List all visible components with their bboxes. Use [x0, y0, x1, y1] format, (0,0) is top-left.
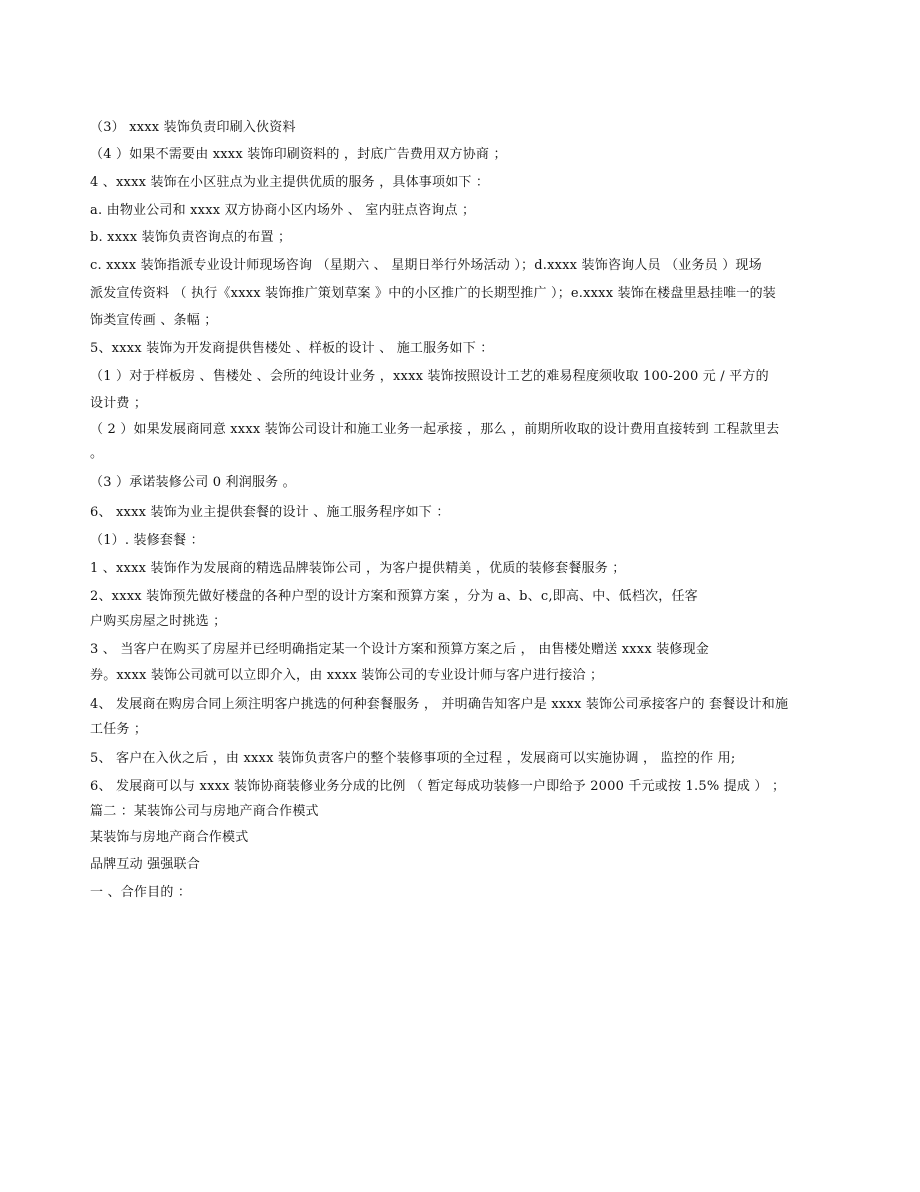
text-line: 6、 发展商可以与 xxxx 装饰协商装修业务分成的比例 （ 暂定每成功装修一户即给予 2000 千元或按 1.5% 提成 ） ；	[90, 779, 786, 794]
text-line: （ 2 ）如果发展商同意 xxxx 装饰公司设计和施工业务一起承接 ，那么 ，前期所收取的设计费用直接转到 工程款里去	[90, 422, 780, 437]
text-line: （3 ）承诺装修公司 0 利润服务 。	[90, 475, 296, 490]
text-line: 6、 xxxx 装饰为业主提供套餐的设计 、施工服务程序如下 ：	[90, 505, 450, 520]
text-line: （3） xxxx 装饰负责印刷入伙资料	[90, 120, 296, 135]
text-line: c. xxxx 装饰指派专业设计师现场咨询 （星期六 、 星期日举行外场活动 ）；d.xxxx 装饰咨询人员 （业务员 ）现场	[90, 258, 762, 273]
text-line: 4、 发展商在购房合同上须注明客户挑选的何种套餐服务 ， 并明确告知客户是 xxxx 装饰公司承接客户的 套餐设计和施	[90, 697, 789, 712]
text-line: 5、 客户在入伙之后 ，由 xxxx 装饰负责客户的整个装修事项的全过程 ，发展商可以实施协调 ， 监控的作 用;	[90, 751, 736, 766]
text-line: 篇二 ：某装饰公司与房地产商合作模式	[90, 804, 319, 819]
text-line: 品牌互动 强强联合	[90, 857, 200, 872]
text-line: a. 由物业公司和 xxxx 双方协商小区内场外 、 室内驻点咨询点 ；	[90, 203, 476, 218]
text-line: 饰类宣传画 、条幅 ；	[90, 313, 218, 328]
text-line: 设计费 ；	[90, 396, 148, 411]
text-line: 。	[90, 446, 104, 461]
text-line: 工任务 ；	[90, 722, 148, 737]
text-line: 户购买房屋之时挑选 ；	[90, 614, 227, 629]
text-line: （4 ）如果不需要由 xxxx 装饰印刷资料的 ，封底广告费用双方协商 ；	[90, 147, 507, 162]
text-line: （1 ）对于样板房 、售楼处 、会所的纯设计业务 ，xxxx 装饰按照设计工艺的难易程度须收取 100-200 元 / 平方的	[90, 369, 769, 384]
text-line: （1）. 装修套餐 ：	[90, 533, 204, 548]
text-line: b. xxxx 装饰负责咨询点的布置 ；	[90, 230, 292, 245]
text-line: 券。xxxx 装饰公司就可以立即介入，由 xxxx 装饰公司的专业设计师与客户进行接洽 ；	[90, 668, 604, 683]
text-line: 5、xxxx 装饰为开发商提供售楼处 、样板的设计 、 施工服务如下 ：	[90, 341, 494, 356]
text-line: 一 、合作目的 ：	[90, 885, 192, 900]
text-line: 4 、xxxx 装饰在小区驻点为业主提供优质的服务 ，具体事项如下 ：	[90, 175, 490, 190]
text-line: 某装饰与房地产商合作模式	[90, 830, 249, 845]
text-line: 2、xxxx 装饰预先做好楼盘的各种户型的设计方案和预算方案 ，分为 a、b、c,即高、中、低档次，任客	[90, 589, 698, 604]
text-line: 3 、 当客户在购买了房屋并已经明确指定某一个设计方案和预算方案之后 ， 由售楼处赠送 xxxx 装修现金	[90, 642, 709, 657]
text-line: 派发宣传资料 （ 执行《xxxx 装饰推广策划草案 》中的小区推广的长期型推广 ）；e.xxxx 装饰在楼盘里悬挂唯一的装	[90, 286, 776, 301]
text-line: 1 、xxxx 装饰作为发展商的精选品牌装饰公司 ，为客户提供精美 ，优质的装修套餐服务 ；	[90, 561, 626, 576]
